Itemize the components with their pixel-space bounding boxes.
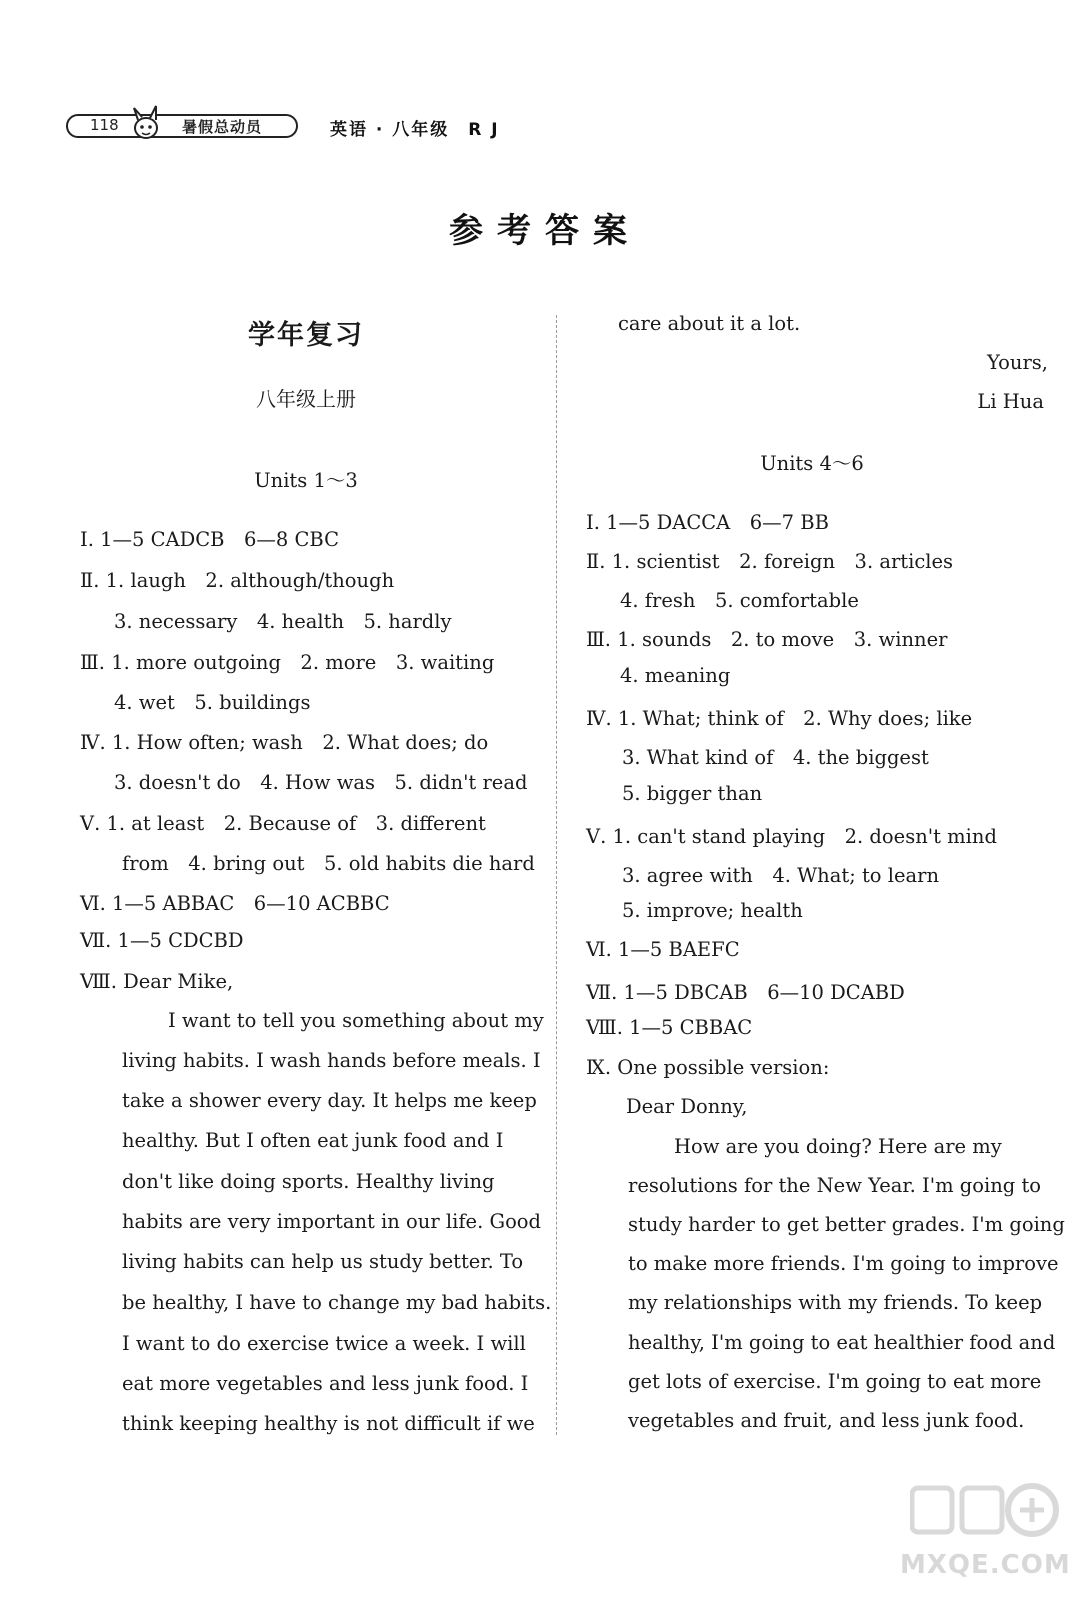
essay-line: don't like doing sports. Healthy living [122,1170,495,1193]
answer-line: Ⅶ. 1—5 DBCAB 6—10 DCABD [586,981,905,1004]
essay-line: Dear Donny, [626,1095,748,1118]
page-number: 118 [90,116,119,134]
units-heading: Units 1～3 [254,469,358,492]
page-title: 参考答案 [449,211,641,251]
answer-line: Ⅰ. 1—5 DACCA 6—7 BB [586,511,829,534]
answer-line: 4. meaning [620,664,731,687]
answer-line: 4. wet 5. buildings [114,691,311,714]
essay-line: How are you doing? Here are my [674,1135,1002,1158]
essay-line: be healthy, I have to change my bad habits. [122,1291,552,1314]
watermark-url: MXQE.COM [900,1550,1071,1580]
essay-line: habits are very important in our life. Good [122,1210,542,1233]
answer-line: Ⅵ. 1—5 BAEFC [586,938,740,961]
essay-line: healthy, I'm going to eat healthier food and [628,1331,1056,1354]
answer-line: 4. fresh 5. comfortable [620,589,859,612]
answer-line: 5. bigger than [622,782,763,805]
essay-line: healthy. But I often eat junk food and I [122,1129,504,1152]
answer-line: 3. What kind of 4. the biggest [622,746,929,769]
answer-line: Ⅴ. 1. at least 2. Because of 3. different [80,812,486,835]
answer-line: Ⅰ. 1—5 CADCB 6—8 CBC [80,528,340,551]
answer-line: Ⅳ. 1. How often; wash 2. What does; do [80,731,489,754]
essay-line: care about it a lot. [618,312,801,335]
units-heading: Units 4～6 [760,452,864,475]
essay-line: get lots of exercise. I'm going to eat more [628,1370,1042,1393]
subject-label: 英语 · 八年级 R J [330,120,500,140]
answer-line: Ⅶ. 1—5 CDCBD [80,929,244,952]
closing-line: Yours, [986,351,1048,374]
signature-line: Li Hua [977,390,1044,413]
answer-line: 3. necessary 4. health 5. hardly [114,610,452,633]
answer-line: Ⅴ. 1. can't stand playing 2. doesn't mind [586,825,997,848]
essay-line: to make more friends. I'm going to improve [628,1252,1059,1275]
watermark-logo-icon [910,1478,1060,1546]
essay-line: my relationships with my friends. To keep [628,1291,1043,1314]
watermark [900,1478,1070,1588]
answer-line: 3. doesn't do 4. How was 5. didn't read [114,771,528,794]
answer-line: Ⅲ. 1. more outgoing 2. more 3. waiting [80,651,495,674]
column-divider [556,315,557,1435]
essay-line: take a shower every day. It helps me keep [122,1089,537,1112]
answer-line: Ⅱ. 1. laugh 2. although/though [80,569,395,592]
essay-line: living habits. I wash hands before meals. I [122,1049,541,1072]
right-column [586,0,1065,1600]
grade-heading: 八年级上册 [256,387,356,411]
essay-line: I want to do exercise twice a week. I will [122,1332,526,1355]
essay-line: vegetables and fruit, and less junk food. [628,1409,1025,1432]
answer-line: Ⅷ. Dear Mike, [80,970,234,993]
answer-line: Ⅸ. One possible version: [586,1056,830,1079]
essay-line: study harder to get better grades. I'm going [628,1213,1065,1236]
answer-line: Ⅷ. 1—5 CBBAC [586,1016,753,1039]
section-title: 学年复习 [248,320,364,351]
answer-line: 5. improve; health [622,899,803,922]
essay-line: I want to tell you something about my [168,1009,544,1032]
answer-line: Ⅵ. 1—5 ABBAC 6—10 ACBBC [80,892,390,915]
answer-line: from 4. bring out 5. old habits die hard [122,852,535,875]
answer-line: 3. agree with 4. What; to learn [622,864,940,887]
essay-line: living habits can help us study better. To [122,1250,524,1273]
left-column [80,0,552,1600]
essay-line: resolutions for the New Year. I'm going to [628,1174,1042,1197]
answer-line: Ⅲ. 1. sounds 2. to move 3. winner [586,628,948,651]
answer-line: Ⅱ. 1. scientist 2. foreign 3. articles [586,550,954,573]
book-name: 暑假总动员 [182,118,263,136]
essay-line: think keeping healthy is not difficult if we [122,1412,535,1435]
answer-line: Ⅳ. 1. What; think of 2. Why does; like [586,707,973,730]
essay-line: eat more vegetables and less junk food. I [122,1372,529,1395]
